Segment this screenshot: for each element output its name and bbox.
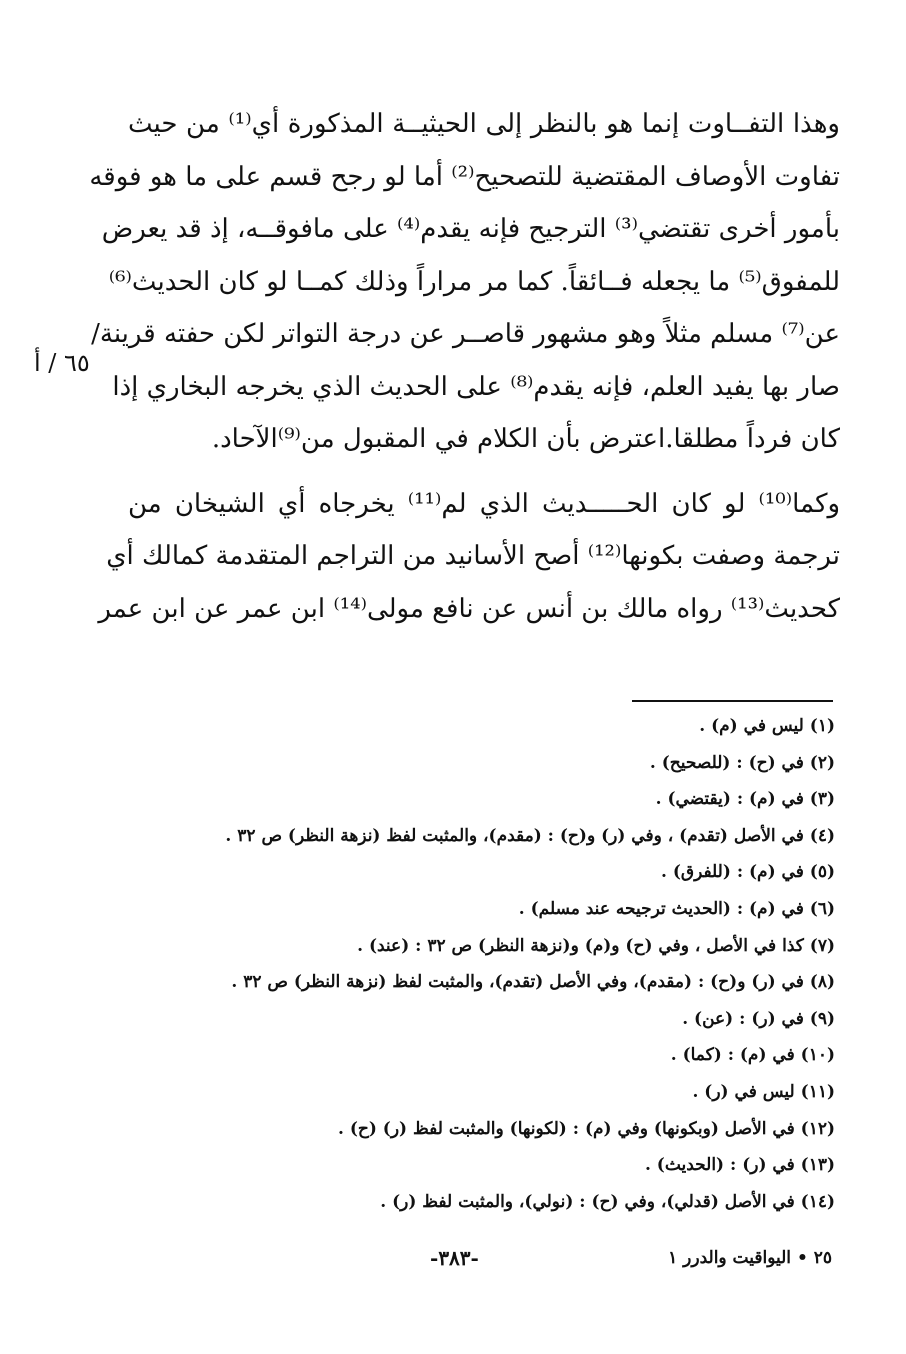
text-line: عن⁽⁷⁾ مسلم مثلاً وهو مشهور قاصــر عن درجة التواتر لكن حفته قرينة/ bbox=[91, 319, 840, 349]
footnote: (١٤) في الأصل (قدلي)، وفي (ح) : (نولي)، والمثبت لفظ (ر) . bbox=[380, 1191, 835, 1212]
text-line: ترجمة وصفت بكونها⁽¹²⁾ أصح الأسانيد من التراجم المتقدمة كمالك أي bbox=[106, 541, 840, 571]
footnote: (٤) في الأصل (تقدم) ، وفي (ر) و(ح) : (مقدم)، والمثبت لفظ (نزهة النظر) ص ٣٢ . bbox=[225, 825, 835, 846]
footnote: (١٢) في الأصل (وبكونها) وفي (م) : (لكونها) والمثبت لفظ (ر) (ح) . bbox=[337, 1118, 835, 1139]
text-line: كان فرداً مطلقا.اعترض بأن الكلام في المقبول من⁽⁹⁾الآحاد. bbox=[211, 424, 840, 454]
text-line: للمفوق⁽⁵⁾ ما يجعله فــائقاً. كما مر مراراً وذلك كمــا لو كان الحديث⁽⁶⁾ bbox=[108, 266, 840, 297]
text-line: تفاوت الأوصاف المقتضية للتصحيح⁽²⁾ أما لو رجح قسم على ما هو فوقه bbox=[89, 161, 840, 192]
footnote: (١١) ليس في (ر) . bbox=[692, 1081, 835, 1102]
text-line: وهذا التفــاوت إنما هو بالنظر إلى الحيثيــة المذكورة أي⁽¹⁾ من حيث bbox=[128, 109, 840, 139]
footnote: (٩) في (ر) : (عن) . bbox=[682, 1008, 835, 1029]
footnote: (٨) في (ر) و(ح) : (مقدم)، وفي الأصل (تقدم)، والمثبت لفظ (نزهة النظر) ص ٣٢ . bbox=[231, 972, 835, 993]
main-text-block bbox=[89, 98, 841, 635]
text-line: كحديث⁽¹³⁾ رواه مالك بن أنس عن نافع مولى⁽¹⁴⁾ ابن عمر عن ابن عمر bbox=[98, 593, 840, 624]
footnote: (٦) في (م) : (الحديث ترجيحه عند مسلم) . bbox=[518, 898, 835, 919]
footnote: (٣) في (م) : (يقتضي) . bbox=[655, 789, 835, 810]
text-line: وكما⁽¹⁰⁾ لو كان الحـــــديث الذي لم⁽¹¹⁾ يخرجاه أي الشيخان من bbox=[128, 488, 841, 519]
footnote: (٥) في (م) : (للفرق) . bbox=[661, 862, 835, 883]
footnote: (١) ليس في (م) . bbox=[699, 716, 835, 736]
manuscript-folio-note: ٦٥ / أ bbox=[34, 349, 90, 377]
text-line: صار بها يفيد العلم، فإنه يقدم⁽⁸⁾ على الحديث الذي يخرجه البخاري إذا bbox=[112, 371, 840, 402]
footnote: (١٣) في (ر) : (الحديث) . bbox=[644, 1155, 835, 1176]
footnote-divider bbox=[632, 700, 833, 702]
page-number: -٣٨٣- bbox=[430, 1246, 479, 1270]
footnote: (١٠) في (م) : (كما) . bbox=[670, 1045, 835, 1066]
page-footer bbox=[0, 1246, 906, 1276]
text-line: بأمور أخرى تقتضي⁽³⁾ الترجيح فإنه يقدم⁽⁴⁾ على مافوقــه، إذ قد يعرض bbox=[101, 214, 840, 244]
book-signature: ٢٥ • اليواقيت والدرر ١ bbox=[668, 1248, 832, 1268]
paragraph-gap bbox=[128, 466, 840, 478]
footnote: (٧) كذا في الأصل ، وفي (ح) و(م) و(نزهة النظر) ص ٣٢ : (عند) . bbox=[357, 935, 835, 956]
footnote: (٢) في (ح) : (للصحيح) . bbox=[649, 752, 835, 773]
footnotes-list bbox=[150, 708, 835, 1220]
